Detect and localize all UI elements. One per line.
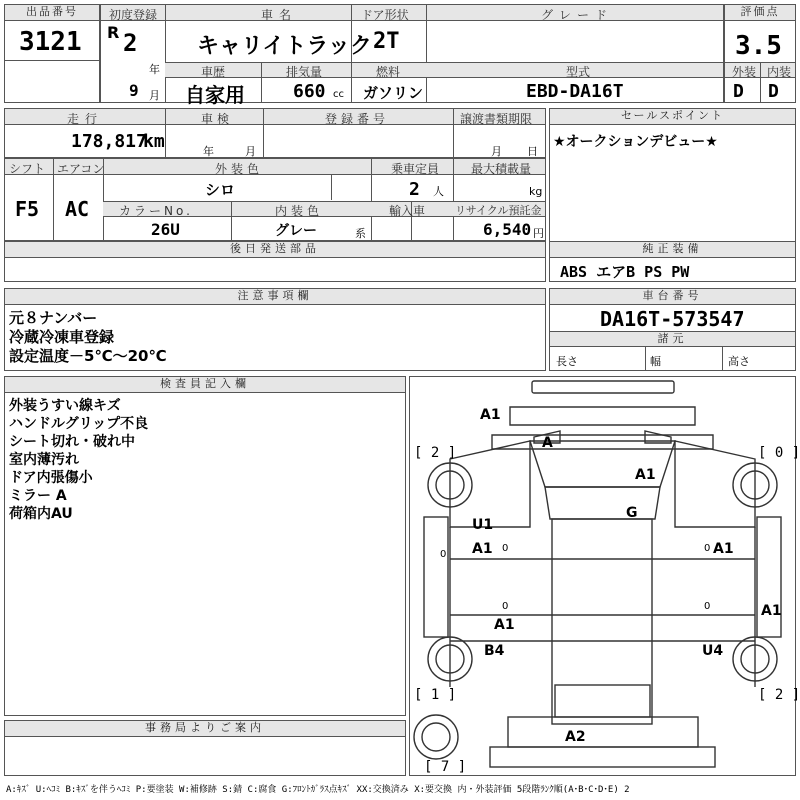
notes-line: 設定温度－5℃～20℃ xyxy=(9,347,167,365)
history-value: 自家用 xyxy=(185,83,245,107)
displacement-value: 660 xyxy=(293,81,326,102)
inspection-month-unit: 月 xyxy=(245,145,256,158)
max-load-header: 最大積載量 xyxy=(471,162,532,176)
model-header: 型式 xyxy=(566,65,591,79)
later-parts-header: 後日発送部品 xyxy=(5,242,545,258)
model-value: EBD-DA16T xyxy=(526,81,624,102)
inspector-text xyxy=(9,397,148,523)
color-no-header: カラーNo. xyxy=(119,204,193,218)
score-box xyxy=(724,4,796,103)
damage-mark: A1 xyxy=(494,617,515,633)
specs-header: 諸元 xyxy=(550,331,795,347)
legend-text: A:ｷｽﾞ U:ﾍｺﾐ B:ｷｽﾞを伴うﾍｺﾐ P:要塗装 W:補修跡 S:錆 C:腐食 G:ﾌﾛﾝﾄｶﾞﾗｽ点ｷｽﾞ XX:交換済み X:要交換 内・外装評価 5段階ﾗﾝｸ順(A･B･C･D･E) 2 xyxy=(6,785,630,795)
truck-outline-diagram xyxy=(410,377,800,775)
door-header: ドア形状 xyxy=(361,8,409,22)
transfer-day-unit: 日 xyxy=(527,145,538,158)
chassis-box xyxy=(549,288,796,371)
interior-score: D xyxy=(768,81,779,102)
damage-mark: B4 xyxy=(484,643,505,659)
notes-line: 元８ナンバー xyxy=(9,309,98,327)
displacement-header: 排気量 xyxy=(286,65,323,79)
genuine-equip-value: ABS エアB PS PW xyxy=(560,263,690,281)
corner-label: [ 2 ] xyxy=(414,445,457,461)
vehicle-info-box xyxy=(100,4,724,107)
inspector-line: 室内薄汚れ xyxy=(9,452,79,468)
shift-value: F5 xyxy=(15,197,40,221)
damage-mark: A1 xyxy=(761,603,782,619)
lot-number-box xyxy=(4,4,100,61)
mileage-header: 走行 xyxy=(67,112,104,126)
aircon-value: AC xyxy=(65,197,90,221)
car-name-header: 車名 xyxy=(261,8,298,22)
lot-number-lower xyxy=(4,60,100,103)
specs-grid xyxy=(4,158,546,241)
year-unit: 年 xyxy=(149,63,160,76)
import-header: 輸入車 xyxy=(389,204,426,218)
transfer-month-unit: 月 xyxy=(491,145,502,158)
capacity-header: 乗車定員 xyxy=(391,162,440,176)
height-label: 高さ xyxy=(728,355,750,368)
genuine-equip-header: 純正装備 xyxy=(550,242,795,258)
interior-header: 内装 xyxy=(767,65,792,79)
damage-mark: A xyxy=(542,435,553,451)
reg-year: 2 xyxy=(123,29,138,57)
damage-mark: U1 xyxy=(472,517,494,533)
sales-point-text: ★オークションデビュー★ xyxy=(553,134,718,150)
first-reg-header: 初度登録 xyxy=(109,8,158,22)
shift-header: シフト xyxy=(9,162,46,176)
yen-unit: 円 xyxy=(533,227,544,240)
damage-mark: A1 xyxy=(480,407,501,423)
inspector-line: 外装うすい線キズ xyxy=(9,398,121,414)
inspector-line: 荷箱内AU xyxy=(9,506,73,522)
notes-line: 冷蔵冷凍車登録 xyxy=(9,328,115,346)
mileage-value: 178,817 xyxy=(71,131,147,152)
inspection-header: 車検 xyxy=(201,112,234,126)
inspector-header: 検査員記入欄 xyxy=(5,377,405,393)
damage-mark: A1 xyxy=(713,541,734,557)
notes-header: 注意事項欄 xyxy=(5,289,545,305)
color-no-value: 26U xyxy=(151,220,180,239)
ext-color-header: 外装色 xyxy=(215,162,264,176)
zero-mark: 0 xyxy=(440,549,447,560)
aircon-header: エアコン xyxy=(57,162,105,176)
score-value: 3.5 xyxy=(735,31,782,61)
office-header: 事務局よりご案内 xyxy=(5,721,405,737)
zero-mark: 0 xyxy=(502,601,509,612)
km-unit: km xyxy=(143,131,165,152)
era: R xyxy=(107,23,120,42)
history-header: 車歴 xyxy=(201,65,226,79)
later-parts-box xyxy=(4,241,546,282)
corner-label: [ 0 ] xyxy=(758,445,800,461)
door-type: 2T xyxy=(373,29,400,54)
damage-mark: A2 xyxy=(565,729,586,745)
damage-diagram xyxy=(409,376,800,776)
mileage-box xyxy=(4,108,546,158)
office-box xyxy=(4,720,406,776)
month-unit: 月 xyxy=(149,89,160,102)
chassis-header: 車台番号 xyxy=(550,289,795,305)
notes-text xyxy=(9,309,167,366)
int-color-header: 内装色 xyxy=(275,204,324,218)
zero-mark: 0 xyxy=(704,601,711,612)
sales-point-box xyxy=(549,108,796,256)
corner-label: [ 1 ] xyxy=(414,687,457,703)
capacity-value: 2 xyxy=(409,179,420,200)
notes-box xyxy=(4,288,546,371)
damage-mark: G xyxy=(626,505,638,521)
reg-no-header: 登録番号 xyxy=(325,112,390,126)
reg-month: 9 xyxy=(129,81,139,100)
inspector-line: シート切れ・破れ中 xyxy=(9,434,135,450)
grade-header: グレード xyxy=(541,8,614,22)
inspector-line: ミラー A xyxy=(9,488,67,504)
corner-label: [ 2 ] xyxy=(758,687,800,703)
genuine-equip-box xyxy=(549,241,796,282)
persons-unit: 人 xyxy=(433,185,444,198)
kei-unit: 系 xyxy=(355,227,366,240)
sales-point-header: セールスポイント xyxy=(550,109,795,125)
fuel-header: 燃料 xyxy=(376,65,401,79)
zero-mark: 0 xyxy=(502,543,509,554)
exterior-score: D xyxy=(733,81,744,102)
inspector-line: ハンドルグリップ不良 xyxy=(9,416,149,432)
car-name: キャリイトラック xyxy=(197,34,372,59)
lot-number-header: 出品番号 xyxy=(5,5,99,21)
damage-mark: U4 xyxy=(702,643,724,659)
recycle-value: 6,540 xyxy=(483,220,532,239)
inspection-year-unit: 年 xyxy=(203,145,214,158)
int-color-value: グレー xyxy=(275,223,317,239)
inspector-box xyxy=(4,376,406,716)
width-label: 幅 xyxy=(650,355,661,368)
zero-mark: 0 xyxy=(704,543,711,554)
length-label: 長さ xyxy=(556,355,578,368)
corner-label: [ 7 ] xyxy=(424,759,467,775)
recycle-header: リサイクル預託金 xyxy=(455,204,542,217)
cc-unit: cc xyxy=(333,89,344,100)
exterior-header: 外装 xyxy=(732,65,757,79)
inspector-line: ドア内張傷小 xyxy=(9,470,93,486)
transfer-header: 譲渡書類期限 xyxy=(460,112,533,126)
chassis-value: DA16T-573547 xyxy=(600,307,745,331)
score-header: 評価点 xyxy=(725,5,795,21)
ext-color-value: シロ xyxy=(205,181,236,199)
damage-mark: A1 xyxy=(472,541,493,557)
kg-unit: kg xyxy=(529,185,543,198)
damage-mark: A1 xyxy=(635,467,656,483)
fuel-value: ガソリン xyxy=(363,84,424,102)
lot-number: 3121 xyxy=(19,27,82,57)
